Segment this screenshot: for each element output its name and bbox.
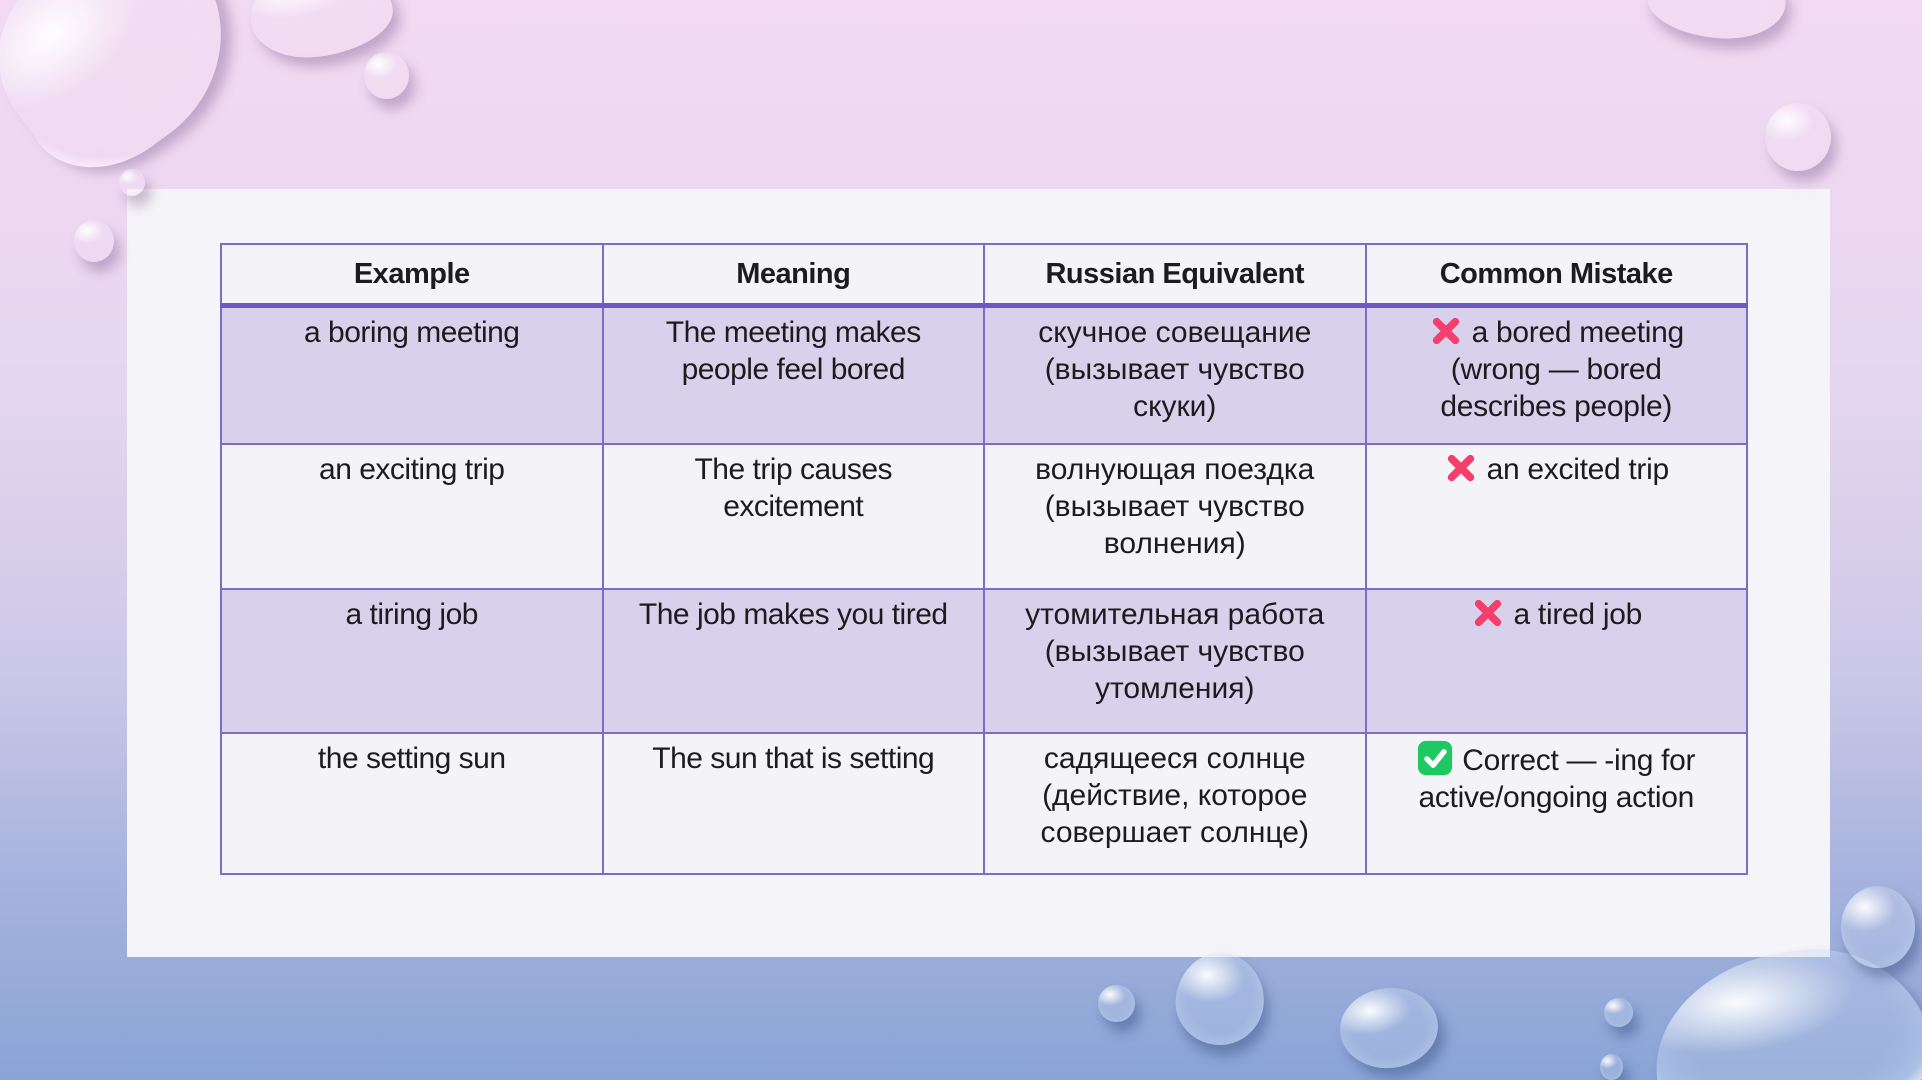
header-meaning: Meaning bbox=[603, 244, 985, 306]
cell-common-mistake bbox=[1366, 444, 1748, 589]
cell-common-mistake bbox=[1366, 733, 1748, 874]
content-panel bbox=[127, 189, 1830, 957]
cell-example: a boring meeting bbox=[221, 306, 603, 444]
cell-russian-equivalent: волнующая поездка (вызывает чувство волнения) bbox=[984, 444, 1366, 589]
water-droplet bbox=[1098, 985, 1135, 1022]
water-droplet bbox=[364, 52, 409, 99]
water-droplet bbox=[119, 169, 145, 196]
water-droplet bbox=[1336, 983, 1442, 1073]
water-droplet bbox=[1645, 0, 1789, 43]
cross-mark-icon bbox=[1444, 451, 1478, 485]
table-row bbox=[221, 444, 1747, 589]
water-droplet bbox=[1170, 947, 1270, 1050]
cell-meaning: The meeting makes people feel bored bbox=[603, 306, 985, 444]
water-droplet bbox=[74, 220, 114, 262]
cell-example: the setting sun bbox=[221, 733, 603, 874]
mistake-text: a tired job bbox=[1513, 597, 1642, 631]
water-droplet bbox=[1841, 886, 1915, 968]
table-header-row bbox=[221, 244, 1747, 306]
table-row bbox=[221, 589, 1747, 733]
mistake-text: a bored meeting (wrong — bored describes people) bbox=[1440, 316, 1684, 423]
check-mark-icon bbox=[1417, 740, 1453, 776]
water-droplet bbox=[1604, 998, 1633, 1027]
cell-russian-equivalent: скучное совещание (вызывает чувство скуки) bbox=[984, 306, 1366, 444]
header-example: Example bbox=[221, 244, 603, 306]
table-row bbox=[221, 733, 1747, 874]
cell-common-mistake bbox=[1366, 306, 1748, 444]
table-row bbox=[221, 306, 1747, 444]
cell-meaning: The job makes you tired bbox=[603, 589, 985, 733]
cell-meaning: The sun that is setting bbox=[603, 733, 985, 874]
header-common-mistake: Common Mistake bbox=[1366, 244, 1748, 306]
cell-common-mistake bbox=[1366, 589, 1748, 733]
cell-example: an exciting trip bbox=[221, 444, 603, 589]
mistake-text: an excited trip bbox=[1486, 452, 1669, 486]
cross-mark-icon bbox=[1471, 596, 1505, 630]
cell-example: a tiring job bbox=[221, 589, 603, 733]
cell-russian-equivalent: утомительная работа (вызывает чувство утомления) bbox=[984, 589, 1366, 733]
participle-adjectives-table bbox=[220, 243, 1748, 875]
cross-mark-icon bbox=[1429, 314, 1463, 348]
mistake-text: Correct — -ing for active/ongoing action bbox=[1418, 743, 1696, 814]
water-droplet bbox=[1765, 103, 1831, 171]
cell-meaning: The trip causes excitement bbox=[603, 444, 985, 589]
cell-russian-equivalent: садящееся солнце (действие, которое совершает солнце) bbox=[984, 733, 1366, 874]
water-droplet bbox=[1600, 1054, 1623, 1080]
header-russian-equivalent: Russian Equivalent bbox=[984, 244, 1366, 306]
